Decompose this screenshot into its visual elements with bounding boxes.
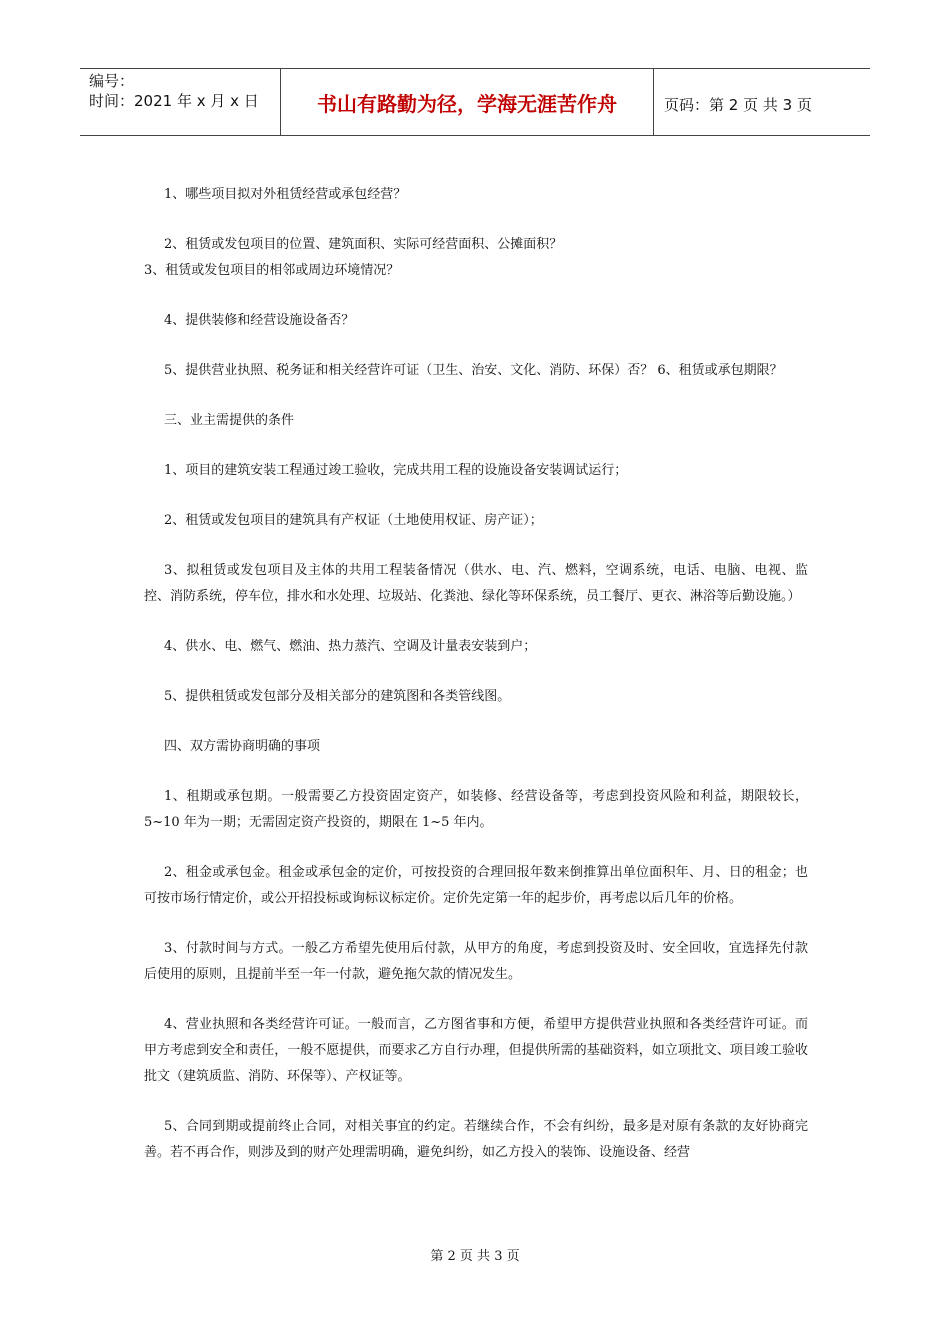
paragraph: 1、哪些项目拟对外租赁经营或承包经营？ [164,187,407,202]
paragraph: 1、租期或承包期。一般需要乙方投资固定资产，如装修、经营设备等，考虑到投资风险和利益，期限较长，5~10 年为一期；无需固定资产投资的，期限在 1~5 年内。 [144,789,808,830]
paragraph: 5、提供租赁或发包部分及相关部分的建筑图和各类管线图。 [164,689,511,704]
header-divider [653,69,654,135]
header-meta [89,71,259,111]
number-label: 编号： [89,72,135,90]
section-heading: 四、双方需协商明确的事项 [164,739,321,754]
document-body [144,182,808,1190]
page-footer: 第 2 页 共 3 页 [430,1249,520,1264]
paragraph: 4、提供装修和经营设施设备否？ [164,313,355,328]
paragraph: 2、租金或承包金。租金或承包金的定价，可按投资的合理回报年数来倒推算出单位面积年、月、日的租金；也可按市场行情定价，或公开招投标或询标议标定价。定价先定第一年的起步价，再考虑以后几年的价格。 [144,865,808,906]
paragraph: 1、项目的建筑安装工程通过竣工验收，完成共用工程的设施设备安装调试运行； [164,463,628,478]
header-motto: 书山有路勤为径，学海无涯苦作舟 [317,91,617,116]
header-page-info: 页码：第 2 页 共 3 页 [664,96,812,114]
paragraph: 5、合同到期或提前终止合同，对相关事宜的约定。若继续合作，不会有纠纷，最多是对原有条款的友好协商完善。若不再合作，则涉及到的财产处理需明确，避免纠纷，如乙方投入的装饰、设施设备、经营 [144,1119,808,1160]
paragraph: 2、租赁或发包项目的建筑具有产权证（土地使用权证、房产证）； [164,513,543,528]
paragraph: 3、拟租赁或发包项目及主体的共用工程装备情况（供水、电、汽、燃料，空调系统，电话、电脑、电视、监控、消防系统，停车位，排水和水处理、垃圾站、化粪池、绿化等环保系统，员工餐厅、更衣、淋浴等后勤设施。） [144,563,808,604]
paragraph: 3、租赁或发包项目的相邻或周边环境情况？ [144,263,400,278]
paragraph: 5、提供营业执照、税务证和相关经营许可证（卫生、治安、文化、消防、环保）否？ 6、租赁或承包期限？ [164,363,783,378]
paragraph: 2、租赁或发包项目的位置、建筑面积、实际可经营面积、公摊面积？ [164,237,563,252]
page-header [80,68,870,136]
section-heading: 三、业主需提供的条件 [164,413,295,428]
paragraph: 4、供水、电、燃气、燃油、热力蒸汽、空调及计量表安装到户； [164,639,537,654]
paragraph: 4、营业执照和各类经营许可证。一般而言，乙方图省事和方便，希望甲方提供营业执照和各类经营许可证。而甲方考虑到安全和责任，一般不愿提供，而要求乙方自行办理，但提供所需的基础资料，如立项批文、项目竣工验收批文（建筑质监、消防、环保等）、产权证等。 [144,1017,808,1084]
paragraph: 3、付款时间与方式。一般乙方希望先使用后付款，从甲方的角度，考虑到投资及时、安全回收，宜选择先付款后使用的原则，且提前半至一年一付款，避免拖欠款的情况发生。 [144,941,808,982]
time-label: 时间：2021 年 x 月 x 日 [89,92,259,110]
